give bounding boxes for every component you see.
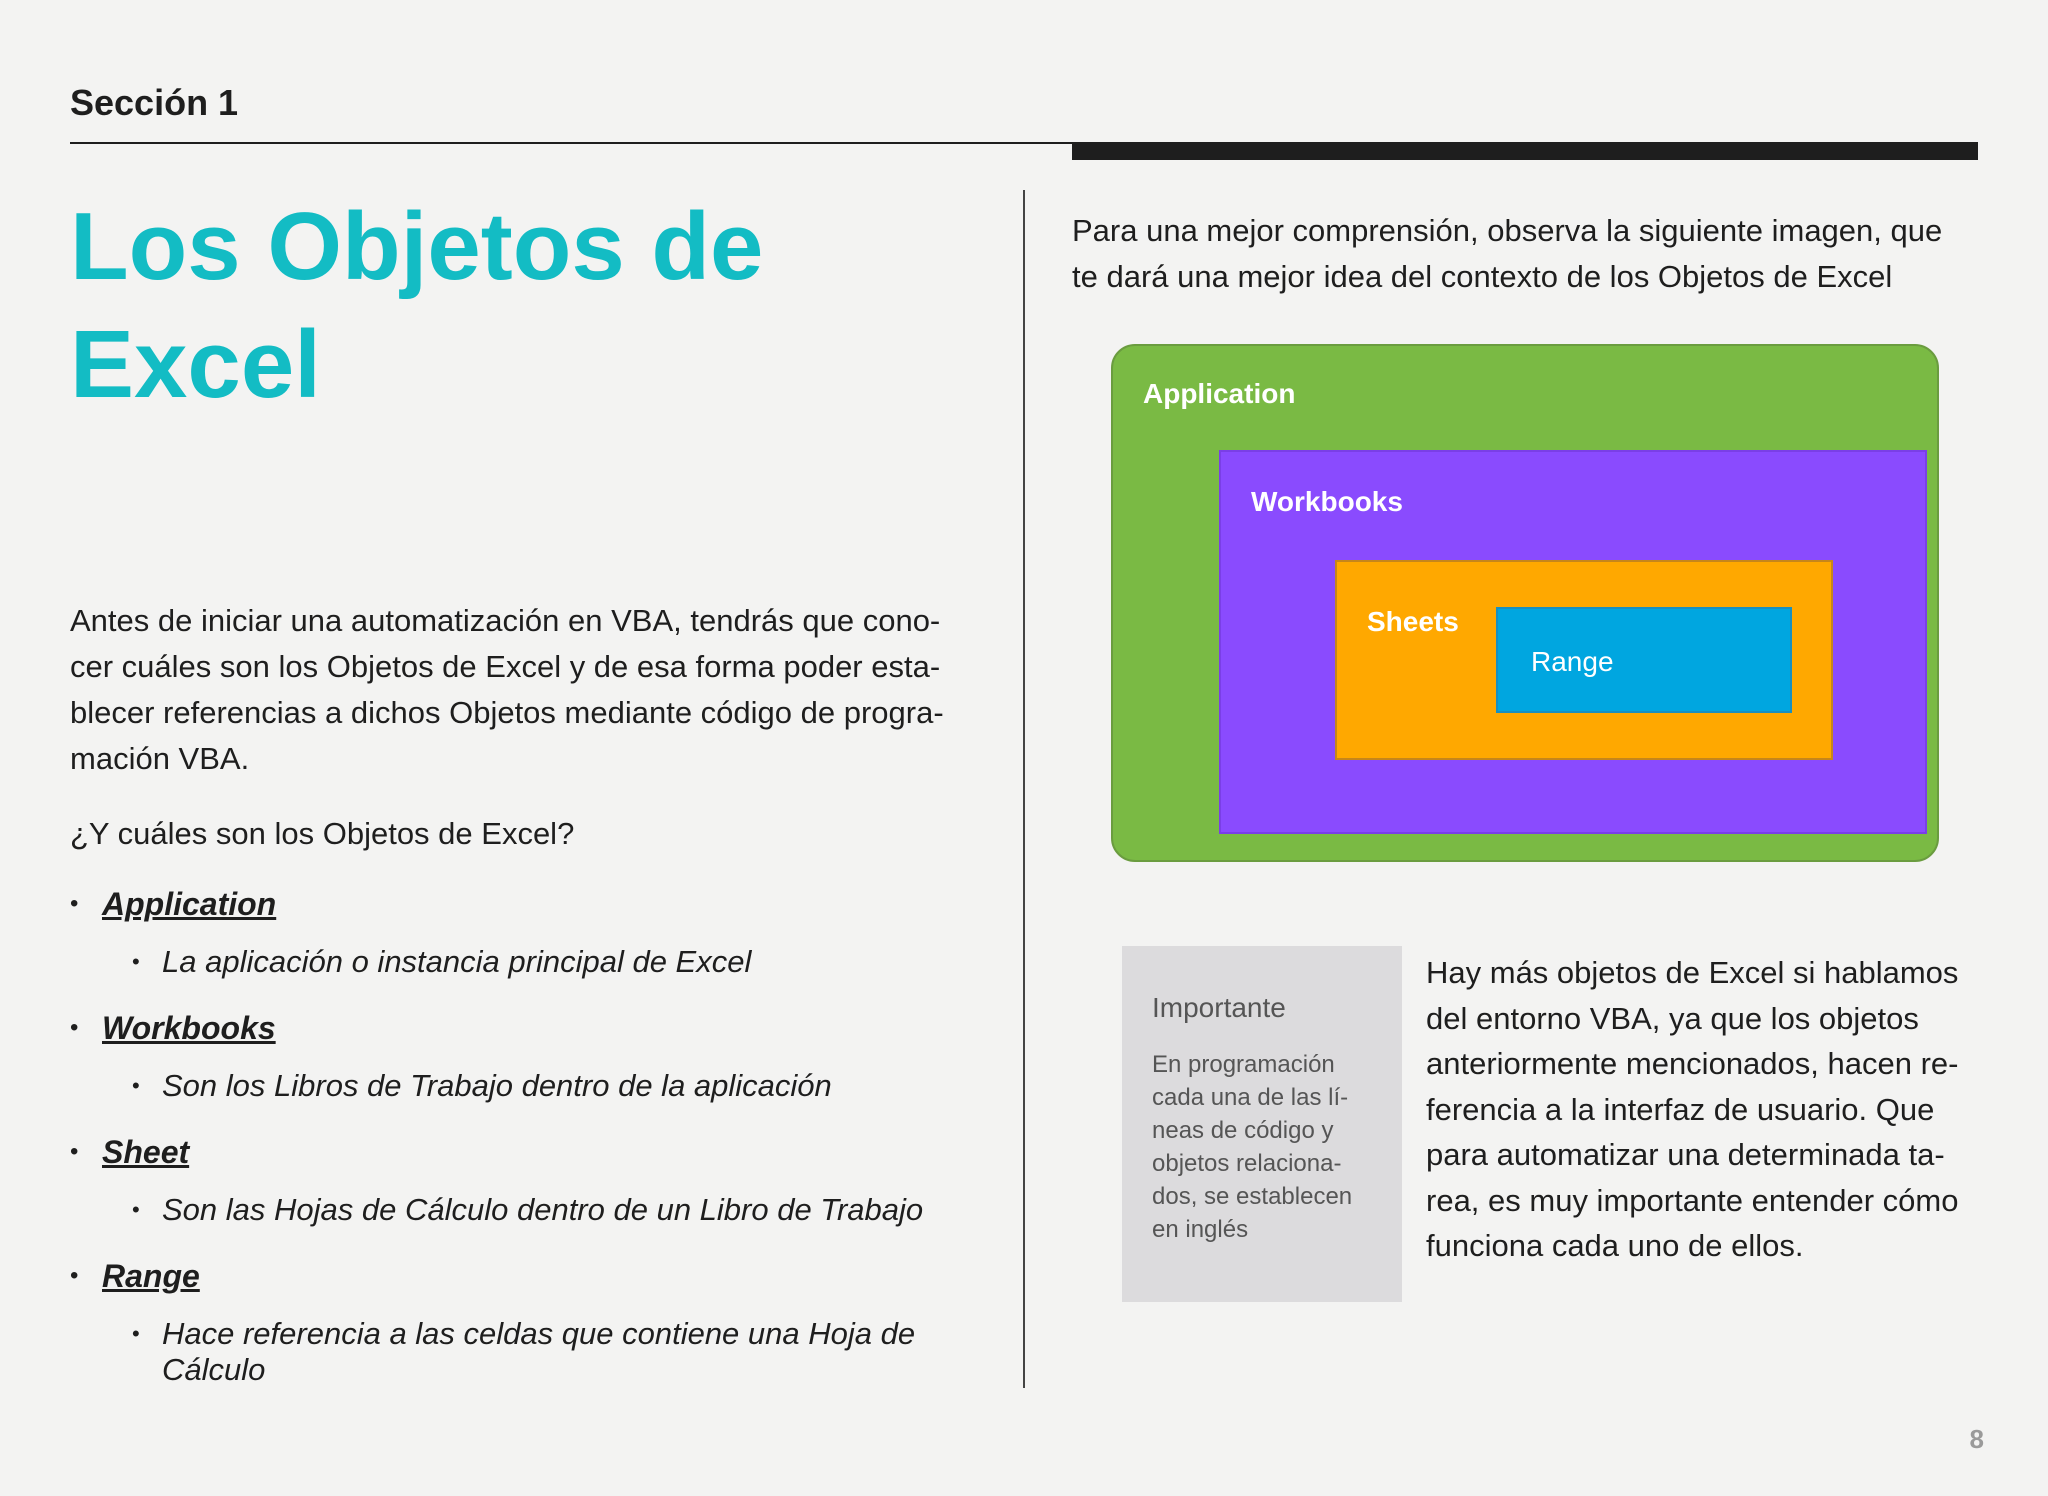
term-label: Application [102,886,277,922]
list-item-term [70,1006,990,1068]
list-item-description [70,1316,990,1388]
term-label: Workbooks [102,1010,276,1046]
page-title-line: Excel [70,311,321,418]
page-title [70,188,970,424]
page-number: 8 [1969,1424,1984,1454]
description-text: Cálculo [162,1352,266,1387]
bullet-icon: • [132,949,140,974]
explanation-line: del entorno VBA, ya que los objetos [1426,1000,1919,1036]
explanation-line: anteriormente mencionados, hacen re- [1426,1046,1959,1081]
bullet-icon: • [70,1262,79,1289]
bullet-icon: • [70,1014,79,1041]
intro-line: Antes de iniciar una automatización en VBA, tendrás que cono- [70,603,941,638]
column-divider [1023,190,1025,1388]
range-label: Range [1531,646,1614,677]
list-item-term [70,882,990,944]
diagram-intro [1072,208,1992,300]
explanation-line: ferencia a la interfaz de usuario. Que [1426,1091,1935,1127]
note-line: dos, se establecen [1152,1183,1353,1210]
list-item-term [70,1254,990,1316]
description-text: Hace referencia a las celdas que contiene una Hoja de [162,1316,916,1351]
section-label: Sección 1 [70,82,239,123]
intro-line: mación VBA. [70,741,250,776]
bullet-icon: • [132,1073,140,1098]
description-text: Son los Libros de Trabajo dentro de la aplicación [162,1068,832,1103]
note-line: En programación [1152,1051,1335,1078]
bullet-icon: • [70,890,79,917]
workbooks-label: Workbooks [1251,486,1403,517]
explanation-line: para automatizar una determinada ta- [1426,1137,1945,1172]
important-note-box [1122,946,1402,1302]
diagram-intro-line: te dará una mejor idea del contexto de los Objetos de Excel [1072,259,1893,294]
diagram-intro-line: Para una mejor comprensión, observa la siguiente imagen, que [1072,213,1943,248]
application-label: Application [1143,378,1296,409]
objects-list [70,882,990,1388]
description-text: La aplicación o instancia principal de Excel [162,944,752,979]
excel-objects-diagram [1111,344,1939,862]
intro-line: blecer referencias a dichos Objetos mediante código de progra- [70,695,944,730]
explanation-line: Hay más objetos de Excel si hablamos [1426,955,1959,990]
note-body [1152,1048,1372,1246]
bullet-icon: • [132,1197,140,1222]
note-title: Importante [1152,992,1286,1023]
note-line: neas de código y [1152,1117,1334,1144]
explanation-line: funciona cada uno de ellos. [1426,1228,1804,1263]
list-item-description [70,1068,990,1130]
list-item-term [70,1130,990,1192]
note-line: en inglés [1152,1216,1249,1243]
bullet-icon: • [70,1138,79,1165]
bullet-icon: • [132,1321,140,1346]
list-item-description [70,944,990,1006]
page-title-line: Los Objetos de [70,193,764,300]
note-line: cada una de las lí- [1152,1084,1349,1111]
intro-paragraph [70,598,980,782]
explanation-paragraph [1426,950,1986,1269]
explanation-line: rea, es muy importante entender cómo [1426,1182,1959,1218]
question-text: ¿Y cuáles son los Objetos de Excel? [70,816,575,851]
term-label: Sheet [102,1134,190,1170]
description-text: Son las Hojas de Cálculo dentro de un Libro de Trabajo [162,1192,924,1227]
list-item-description [70,1192,990,1254]
term-label: Range [102,1258,200,1294]
note-line: objetos relaciona- [1152,1150,1342,1177]
sheets-label: Sheets [1367,606,1459,637]
intro-line: cer cuáles son los Objetos de Excel y de esa forma poder esta- [70,649,941,684]
header-rule-thick [1072,142,1978,160]
